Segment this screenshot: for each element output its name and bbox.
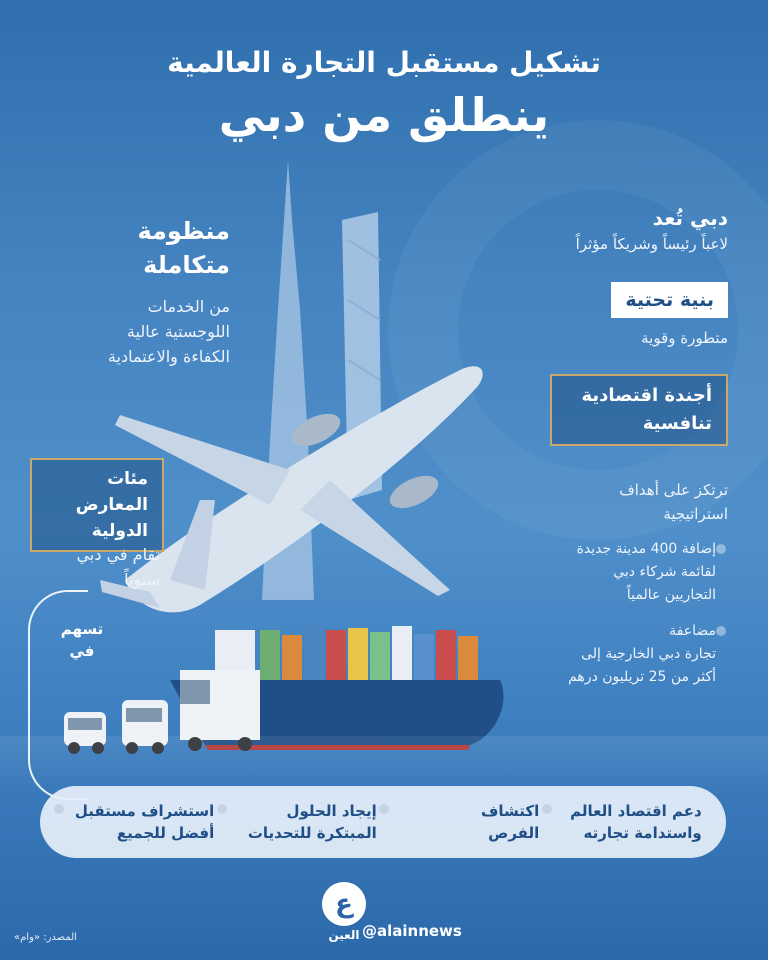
focus-block <box>528 478 728 526</box>
alain-logo-name: العين <box>328 928 360 942</box>
goal-item <box>552 800 702 844</box>
focus-line2: استراتيجية <box>663 505 728 523</box>
infra-desc: متطورة وقوية <box>641 329 728 347</box>
agenda-line2: تنافسية <box>642 413 712 434</box>
goals-pill <box>40 786 726 858</box>
goal-line2: المبتكرة للتحديات <box>247 824 377 842</box>
goal-bullet-dot <box>379 804 389 814</box>
infra-desc-wrap <box>546 326 728 350</box>
exhibitions-desc-line1: تقام في دبي <box>76 545 160 564</box>
social-handle: @alainnews <box>362 922 462 940</box>
goal-item <box>64 800 214 844</box>
exhibitions-desc <box>40 542 160 592</box>
cities-block <box>510 538 716 607</box>
ecosystem-title-line2: متكاملة <box>143 251 230 279</box>
infra-box <box>546 282 728 318</box>
goal-line1: اكتشاف <box>480 802 540 820</box>
headline-line2: ينطلق من دبي <box>218 88 550 142</box>
bullet-dot-double <box>716 626 726 636</box>
source-credit: المصدر: «وام» <box>14 932 77 943</box>
double-line1: مضاعفة <box>669 623 716 639</box>
dubai-title: دبي تُعد <box>652 206 728 230</box>
goal-line2: الفرص <box>488 824 540 842</box>
headline-line1: تشكيل مستقبل التجارة العالمية <box>167 46 601 79</box>
cities-line2: لقائمة شركاء دبي <box>613 564 716 580</box>
focus-line1: ترتكز على أهداف <box>619 481 728 499</box>
ecosystem-desc-line1: من الخدمات <box>147 297 230 316</box>
goal-bullet-dot <box>217 804 227 814</box>
dubai-desc: لاعباً رئيساً وشريكاً مؤثراً <box>575 235 728 253</box>
goal-line1: إيجاد الحلول <box>286 802 377 820</box>
goal-line2: واستدامة تجارته <box>583 824 702 842</box>
goal-bullet-dot <box>542 804 552 814</box>
goal-item <box>389 800 539 844</box>
ecosystem-desc-line3: الكفاءة والاعتمادية <box>107 347 230 366</box>
double-line3: أكثر من 25 تريليون درهم <box>568 669 716 685</box>
dubai-block <box>520 204 728 256</box>
double-line2: تجارة دبي الخارجية إلى <box>581 646 716 662</box>
exhibitions-title-line2: الدولية <box>91 521 148 541</box>
goal-line1: استشراف مستقبل <box>74 802 215 820</box>
cities-line3: التجاريين عالمياً <box>626 587 716 603</box>
goal-item <box>227 800 377 844</box>
exhibitions-box <box>30 458 164 552</box>
contributes-line1: تسهم <box>60 620 104 638</box>
agenda-box <box>550 374 728 446</box>
alain-logo-icon: ع <box>322 882 366 926</box>
agenda-line1: أجندة اقتصادية <box>581 385 712 406</box>
bullet-dot-cities <box>716 544 726 554</box>
exhibitions-desc-line2: سنوياً <box>124 570 160 589</box>
double-block <box>510 620 716 689</box>
ecosystem-desc-line2: اللوجستية عالية <box>126 322 230 341</box>
infra-title: بنية تحتية <box>611 282 728 318</box>
ecosystem-desc <box>40 294 230 369</box>
contributes-label <box>52 618 112 662</box>
goal-bullet-dot <box>54 804 64 814</box>
ecosystem-block <box>110 214 230 282</box>
exhibitions-title-line1: مئات المعارض <box>75 469 148 515</box>
goal-line2: أفضل للجميع <box>116 824 215 842</box>
ecosystem-title-line1: منظومة <box>137 217 230 245</box>
cities-line1: إضافة 400 مدينة جديدة <box>576 541 716 557</box>
contributes-line2: في <box>69 642 95 660</box>
goal-line1: دعم اقتصاد العالم <box>570 802 702 820</box>
